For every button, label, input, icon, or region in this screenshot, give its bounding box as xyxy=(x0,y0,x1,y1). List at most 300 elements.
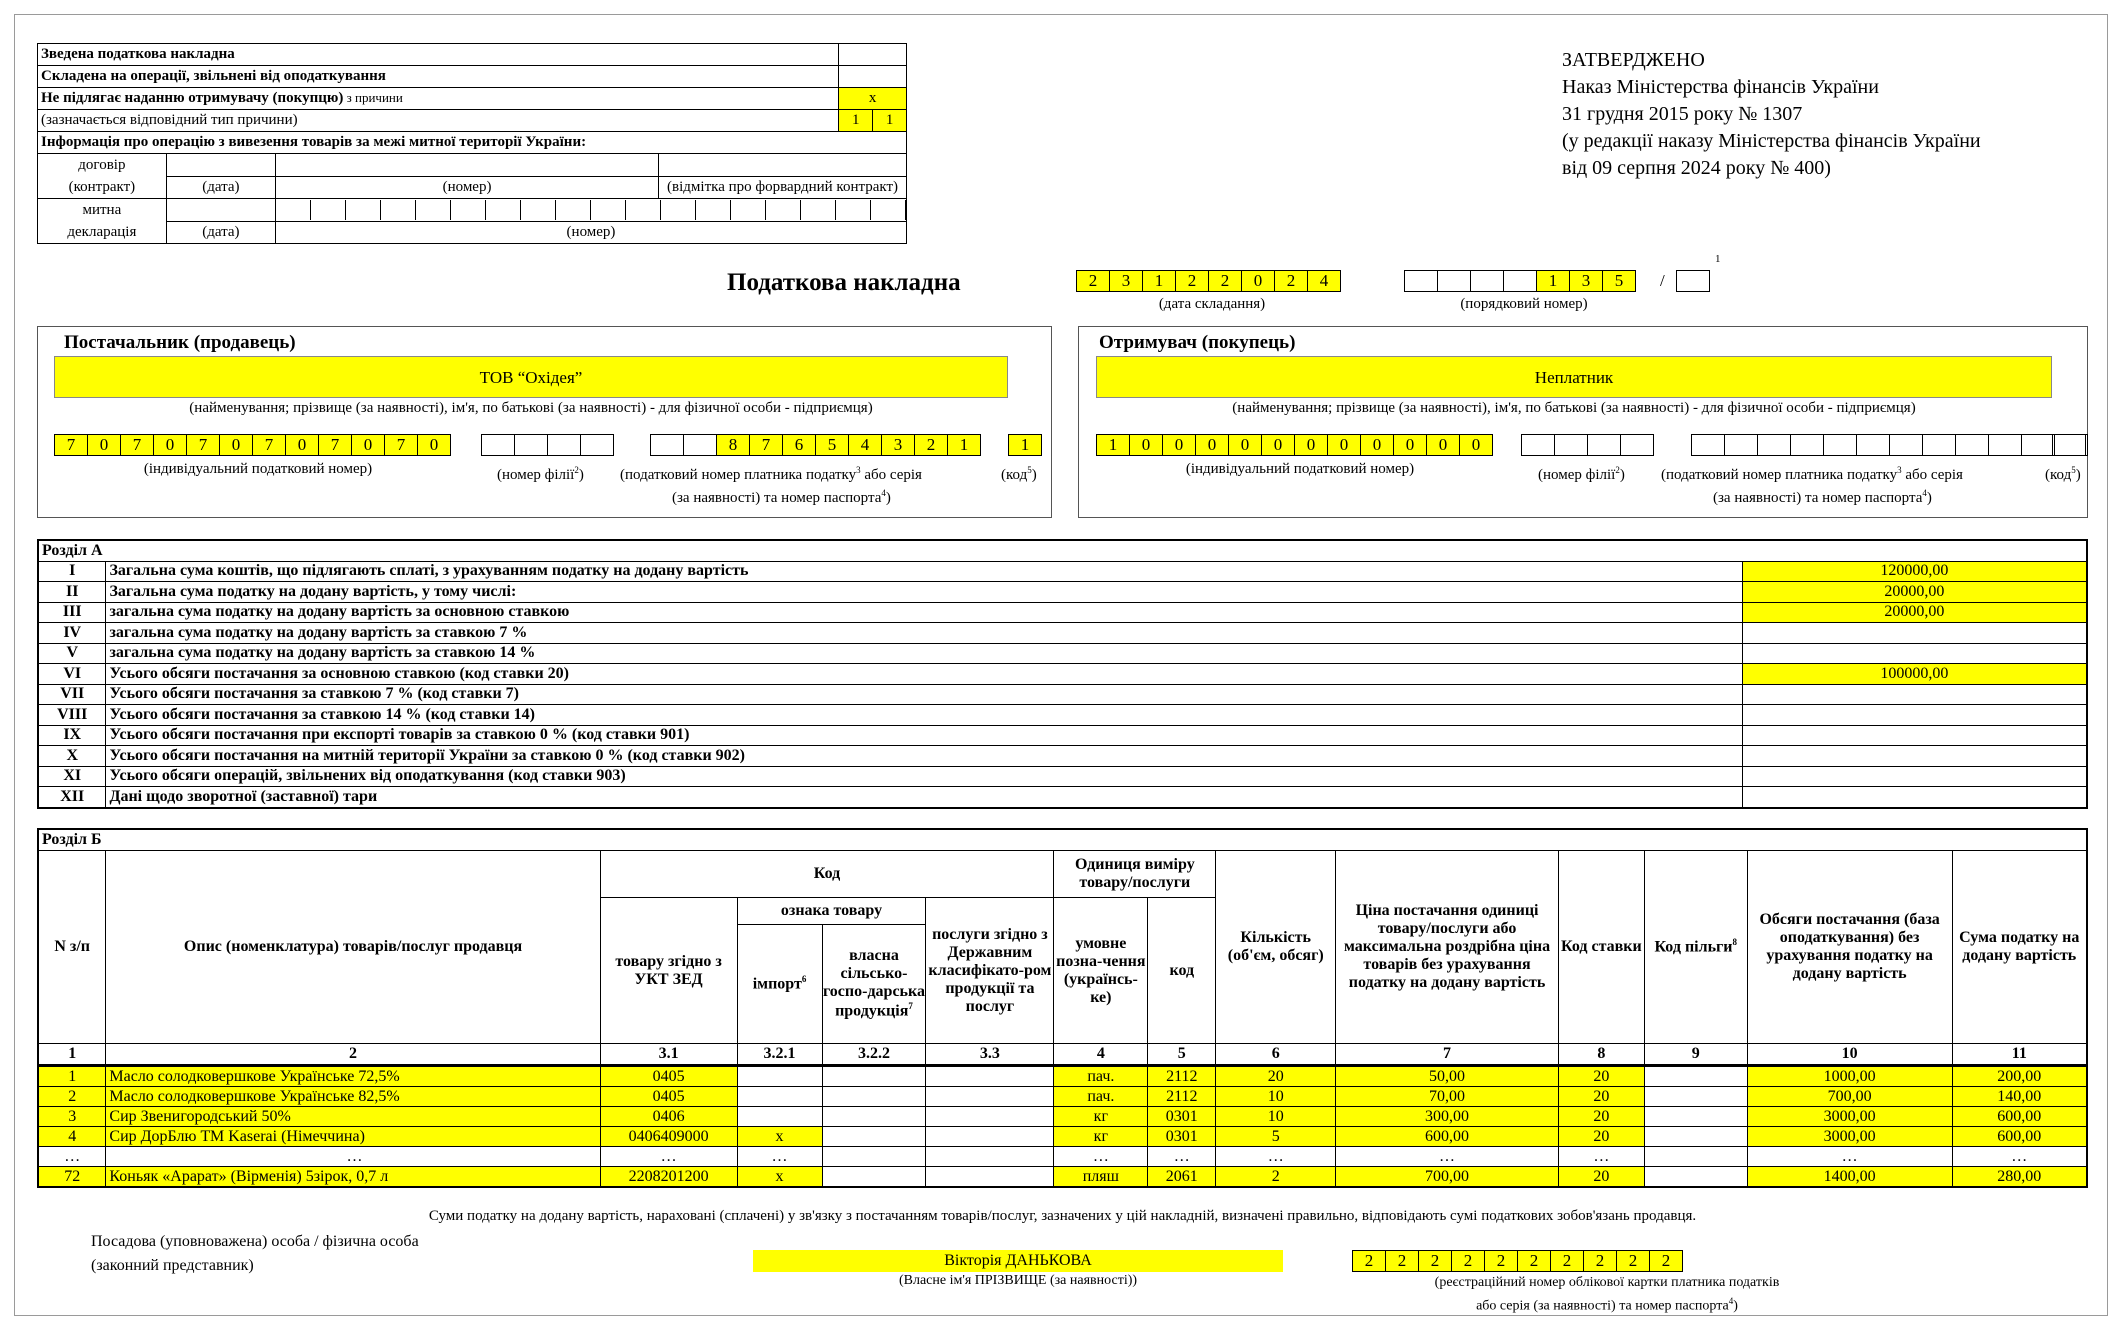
seller-box xyxy=(37,326,1052,518)
row-base[interactable]: 3000,00 xyxy=(1747,1107,1952,1127)
column-number: 6 xyxy=(1216,1044,1336,1066)
row-vat[interactable]: … xyxy=(1952,1147,2087,1167)
regCells-cell[interactable]: 2 xyxy=(1352,1250,1386,1272)
sellerTax-cell[interactable]: 2 xyxy=(914,434,948,456)
section-a-row-label: Усього обсяги операцій, звільнених від оподаткування (код ставки 903) xyxy=(106,766,1742,787)
section-a-row xyxy=(38,664,2087,685)
row-base[interactable]: … xyxy=(1747,1147,1952,1167)
column-number: 4 xyxy=(1054,1044,1148,1066)
buyer-branch-cells[interactable] xyxy=(1521,434,1654,456)
seqCells-cell[interactable]: 5 xyxy=(1602,270,1636,292)
row-benefit[interactable] xyxy=(1644,1147,1747,1167)
row-unit[interactable]: кг xyxy=(1054,1127,1148,1147)
buyerTax-cell[interactable] xyxy=(1988,434,2022,456)
row-import[interactable] xyxy=(737,1087,822,1107)
section-a-row-number: XII xyxy=(38,787,106,808)
buyerIpn-cell[interactable]: 0 xyxy=(1327,434,1361,456)
document-title: Податкова накладна xyxy=(727,269,961,296)
row-number[interactable]: 72 xyxy=(38,1167,106,1188)
row-ukt[interactable]: 0406 xyxy=(600,1107,737,1127)
buyerTax-cell[interactable] xyxy=(1757,434,1791,456)
sellerTax-cell[interactable]: 5 xyxy=(815,434,849,456)
goods-row xyxy=(38,1066,2087,1087)
section-a-row-value[interactable] xyxy=(1742,684,2087,705)
row-price[interactable]: 300,00 xyxy=(1336,1107,1559,1127)
section-a-row-value[interactable]: 20000,00 xyxy=(1742,602,2087,623)
row-rate[interactable]: 20 xyxy=(1558,1167,1644,1188)
row-quantity[interactable]: 10 xyxy=(1216,1107,1336,1127)
date-caption: (дата складання) xyxy=(1158,296,1266,312)
row-services[interactable] xyxy=(926,1147,1054,1167)
registration-number-cells[interactable] xyxy=(1352,1250,1683,1272)
row-description[interactable]: Сир ДорБлю ТМ Kaserai (Німеччина) xyxy=(106,1127,600,1147)
sequence-number-cells[interactable] xyxy=(1404,270,1636,292)
regCells-cell[interactable]: 2 xyxy=(1583,1250,1617,1272)
section-a-row-label: Усього обсяги постачання на митній території України за ставкою 0 % (код ставки 902) xyxy=(106,746,1742,767)
header-agri: власна сільсько-госпо-дарська продукція$^7$ xyxy=(822,925,926,1044)
row-rate[interactable]: 20 xyxy=(1558,1107,1644,1127)
row-services[interactable] xyxy=(926,1127,1054,1147)
row-vat[interactable]: 280,00 xyxy=(1952,1167,2087,1188)
row-unit-code[interactable]: 2112 xyxy=(1148,1087,1216,1107)
regCells-cell[interactable]: 2 xyxy=(1616,1250,1650,1272)
buyer-code-cells[interactable] xyxy=(2052,434,2086,456)
export-info-label: Інформація про операцію з вивезення товарів за межі митної території України: xyxy=(38,132,907,154)
row-benefit[interactable] xyxy=(1644,1167,1747,1188)
sellerBranch-cell[interactable] xyxy=(514,434,548,456)
section-a-row-value[interactable] xyxy=(1742,746,2087,767)
goods-row xyxy=(38,1107,2087,1127)
seqCells-cell[interactable]: 1 xyxy=(1536,270,1570,292)
regCells-cell[interactable]: 2 xyxy=(1550,1250,1584,1272)
row-price[interactable]: … xyxy=(1336,1147,1559,1167)
seqCells-cell[interactable] xyxy=(1470,270,1504,292)
row-unit-code[interactable]: 2061 xyxy=(1148,1167,1216,1188)
row-number[interactable]: 1 xyxy=(38,1066,106,1087)
section-a-row-value[interactable]: 120000,00 xyxy=(1742,561,2087,582)
sellerIpn-cell[interactable]: 0 xyxy=(219,434,253,456)
sellerTax-cell[interactable]: 4 xyxy=(848,434,882,456)
row-services[interactable] xyxy=(926,1107,1054,1127)
buyerCode-cell[interactable] xyxy=(2052,434,2086,456)
row-benefit[interactable] xyxy=(1644,1107,1747,1127)
sellerIpn-cell[interactable]: 7 xyxy=(318,434,352,456)
contract-label-2: (контракт) xyxy=(68,179,136,195)
section-a-row-label: загальна сума податку на додану вартість за ставкою 7 % xyxy=(106,623,1742,644)
seqCells-cell[interactable]: 3 xyxy=(1569,270,1603,292)
header-ukt: товару згідно з УКТ ЗЕД xyxy=(600,898,737,1044)
official-label xyxy=(91,1230,419,1278)
row-number[interactable]: 3 xyxy=(38,1107,106,1127)
section-b-title: Розділ Б xyxy=(38,829,2087,851)
section-a-row-label: Усього обсяги постачання при експорті товарів за ставкою 0 % (код ставки 901) xyxy=(106,725,1742,746)
row-ukt[interactable]: 0406409000 xyxy=(600,1127,737,1147)
buyerTax-cell[interactable] xyxy=(1691,434,1725,456)
dateCells-cell[interactable]: 0 xyxy=(1241,270,1275,292)
buyerIpn-cell[interactable]: 0 xyxy=(1393,434,1427,456)
buyerBranch-cell[interactable] xyxy=(1554,434,1588,456)
header-sign: ознака товару xyxy=(737,898,926,925)
row-import[interactable]: … xyxy=(737,1147,822,1167)
buyerIpn-cell[interactable]: 0 xyxy=(1261,434,1295,456)
row-unit[interactable]: пач. xyxy=(1054,1066,1148,1087)
row-base[interactable]: 1400,00 xyxy=(1747,1167,1952,1188)
sellerTax-cell[interactable] xyxy=(650,434,684,456)
dateCells-cell[interactable]: 2 xyxy=(1274,270,1308,292)
row-unit-code[interactable]: 0301 xyxy=(1148,1107,1216,1127)
row-quantity[interactable]: 5 xyxy=(1216,1127,1336,1147)
section-a-row xyxy=(38,725,2087,746)
row-description[interactable]: Сир Звенигородський 50% xyxy=(106,1107,600,1127)
row-unit[interactable]: пач. xyxy=(1054,1087,1148,1107)
sellerIpn-cell[interactable]: 0 xyxy=(285,434,319,456)
row-services[interactable] xyxy=(926,1066,1054,1087)
buyer-box xyxy=(1078,326,2088,518)
section-a-row-number: X xyxy=(38,746,106,767)
row-quantity[interactable]: … xyxy=(1216,1147,1336,1167)
row-number[interactable]: 4 xyxy=(38,1127,106,1147)
section-a-row-label: Усього обсяги постачання за ставкою 14 % (код ставки 14) xyxy=(106,705,1742,726)
row-services[interactable] xyxy=(926,1167,1054,1188)
not-provided-label: Не підлягає наданню отримувачу (покупцю) xyxy=(41,90,344,106)
section-a-row-number: IV xyxy=(38,623,106,644)
regCells-cell[interactable]: 2 xyxy=(1385,1250,1419,1272)
sequence-caption: (порядковий номер) xyxy=(1460,296,1588,312)
buyerBranch-cell[interactable] xyxy=(1620,434,1654,456)
approval-line-1: ЗАТВЕРДЖЕНО xyxy=(1562,49,1705,71)
buyerTax-cell[interactable] xyxy=(1724,434,1758,456)
buyer-taxno-caption: (податковий номер платника податку$^3$ або серія xyxy=(1661,465,1963,483)
buyerIpn-cell[interactable]: 0 xyxy=(1129,434,1163,456)
forwarder-mark-field[interactable] xyxy=(659,154,907,177)
header-unit: Одиниця виміру товару/послуги xyxy=(1054,851,1216,898)
row-base[interactable]: 3000,00 xyxy=(1747,1127,1952,1147)
section-a-table xyxy=(37,539,2088,809)
section-a-row xyxy=(38,602,2087,623)
section-a-row-label: Усього обсяги постачання за ставкою 7 % (код ставки 7) xyxy=(106,684,1742,705)
sellerBranch-cell[interactable] xyxy=(481,434,515,456)
signer-caption: (Власне ім'я ПРІЗВИЩЕ (за наявності)) xyxy=(898,1273,1138,1288)
row-price[interactable]: 600,00 xyxy=(1336,1127,1559,1147)
approval-line-3: 31 грудня 2015 року № 1307 xyxy=(1562,103,1803,125)
section-a-title: Розділ А xyxy=(38,540,2087,561)
row-rate[interactable]: 20 xyxy=(1558,1127,1644,1147)
row-vat[interactable]: 600,00 xyxy=(1952,1127,2087,1147)
customs-label-1: митна xyxy=(82,202,122,218)
seqCells-cell[interactable] xyxy=(1404,270,1438,292)
dateCells-cell[interactable]: 3 xyxy=(1109,270,1143,292)
header-vat: Сума податку на додану вартість xyxy=(1952,851,2087,1044)
sellerTax-cell[interactable]: 3 xyxy=(881,434,915,456)
section-a-row-value[interactable]: 100000,00 xyxy=(1742,664,2087,685)
column-number: 5 xyxy=(1148,1044,1216,1066)
row-unit-code[interactable]: … xyxy=(1148,1147,1216,1167)
row-quantity[interactable]: 20 xyxy=(1216,1066,1336,1087)
not-provided-mark[interactable]: x xyxy=(839,88,907,110)
approval-line-4: (у редакції наказу Міністерства фінансів України xyxy=(1562,130,1981,152)
row-unit-code[interactable]: 0301 xyxy=(1148,1127,1216,1147)
header-code: Код xyxy=(600,851,1054,898)
buyerIpn-cell[interactable]: 0 xyxy=(1294,434,1328,456)
row-import[interactable] xyxy=(737,1107,822,1127)
row-unit[interactable]: пляш xyxy=(1054,1167,1148,1188)
buyer-branch-caption: (номер філії$^2$) xyxy=(1538,465,1625,483)
section-a-row xyxy=(38,623,2087,644)
dateCells-cell[interactable]: 1 xyxy=(1142,270,1176,292)
buyerIpn-cell[interactable]: 0 xyxy=(1228,434,1262,456)
buyerTax-cell[interactable] xyxy=(2021,434,2055,456)
contract-date-caption: (дата) xyxy=(166,176,275,199)
contract-number-field[interactable] xyxy=(275,154,658,177)
row-benefit[interactable] xyxy=(1644,1066,1747,1087)
seller-name-field[interactable]: ТОВ “Охідея” xyxy=(54,356,1008,398)
header-base: Обсяги постачання (база оподаткування) без урахування податку на додану вартість xyxy=(1747,851,1952,1044)
sequence-footnote: 1 xyxy=(1715,253,1721,265)
seller-branch-cells[interactable] xyxy=(481,434,614,456)
reason-digit-1[interactable]: 1 xyxy=(839,110,873,132)
dateCells-cell[interactable]: 2 xyxy=(1076,270,1110,292)
section-a-row-value[interactable] xyxy=(1742,725,2087,746)
reason-digit-2[interactable]: 1 xyxy=(873,110,907,132)
sellerIpn-cell[interactable]: 0 xyxy=(417,434,451,456)
row-benefit[interactable] xyxy=(1644,1087,1747,1107)
buyerIpn-cell[interactable]: 0 xyxy=(1459,434,1493,456)
column-number: 3.3 xyxy=(926,1044,1054,1066)
sellerIpn-cell[interactable]: 7 xyxy=(54,434,88,456)
seller-passport-caption: (за наявності) та номер паспорта$^4$) xyxy=(672,488,891,506)
row-price[interactable]: 70,00 xyxy=(1336,1087,1559,1107)
row-services[interactable] xyxy=(926,1087,1054,1107)
section-a-row-value[interactable]: 20000,00 xyxy=(1742,582,2087,603)
buyer-heading: Отримувач (покупець) xyxy=(1099,332,1296,353)
sellerBranch-cell[interactable] xyxy=(547,434,581,456)
section-a-row-number: VIII xyxy=(38,705,106,726)
section-a-row-number: XI xyxy=(38,766,106,787)
row-unit-code[interactable]: 2112 xyxy=(1148,1066,1216,1087)
section-a-row-value[interactable] xyxy=(1742,623,2087,644)
row-agri[interactable] xyxy=(822,1147,926,1167)
section-a-row-label: Усього обсяги постачання за основною ставкою (код ставки 20) xyxy=(106,664,1742,685)
footer-statement: Суми податку на додану вартість, нараховані (сплачені) у зв'язку з постачанням товарів/послуг, зазначених у цій накладній, визначені правильно, відповідають сумі податкових зобов'язань продавця. xyxy=(428,1208,1697,1224)
row-rate[interactable]: … xyxy=(1558,1147,1644,1167)
section-a-row xyxy=(38,684,2087,705)
header-unit-name: умовне позна-чення (українсь-ке) xyxy=(1054,898,1148,1044)
row-vat[interactable]: 600,00 xyxy=(1952,1107,2087,1127)
sellerIpn-cell[interactable]: 0 xyxy=(87,434,121,456)
section-a-row-label: Дані щодо зворотної (заставної) тари xyxy=(106,787,1742,808)
row-base[interactable]: 1000,00 xyxy=(1747,1066,1952,1087)
section-a-row xyxy=(38,766,2087,787)
seller-code-caption: (код$^5$) xyxy=(1001,465,1037,483)
header-services: послуги згідно з Державним класифікато-ром продукції та послуг xyxy=(926,898,1054,1044)
row-number[interactable]: 2 xyxy=(38,1087,106,1107)
regCells-cell[interactable]: 2 xyxy=(1451,1250,1485,1272)
official-label-2: (законний представник) xyxy=(91,1257,254,1274)
contract-date-field[interactable] xyxy=(166,154,275,177)
date-cells[interactable] xyxy=(1076,270,1341,292)
header-rate: Код ставки xyxy=(1558,851,1644,1044)
section-a-row-value[interactable] xyxy=(1742,766,2087,787)
row-vat[interactable]: 140,00 xyxy=(1952,1087,2087,1107)
row-price[interactable]: 50,00 xyxy=(1336,1066,1559,1087)
section-a-row xyxy=(38,643,2087,664)
buyerTax-cell[interactable] xyxy=(1790,434,1824,456)
buyerTax-cell[interactable] xyxy=(1856,434,1890,456)
section-a-row-value[interactable] xyxy=(1742,643,2087,664)
row-rate[interactable]: 20 xyxy=(1558,1087,1644,1107)
row-agri[interactable] xyxy=(822,1127,926,1147)
column-number: 7 xyxy=(1336,1044,1559,1066)
seller-taxno-cells[interactable] xyxy=(650,434,981,456)
sellerIpn-cell[interactable]: 0 xyxy=(351,434,385,456)
row-description[interactable]: … xyxy=(106,1147,600,1167)
exempt-operations-label: Складена на операції, звільнені від оподаткування xyxy=(38,66,839,88)
seqCells-cell[interactable] xyxy=(1437,270,1471,292)
column-number: 11 xyxy=(1952,1044,2087,1066)
regCells-cell[interactable]: 2 xyxy=(1517,1250,1551,1272)
row-import[interactable]: x xyxy=(737,1127,822,1147)
row-import[interactable]: x xyxy=(737,1167,822,1188)
buyerTax-cell[interactable] xyxy=(1922,434,1956,456)
section-a-row-label: Загальна сума податку на додану вартість, у тому числі: xyxy=(106,582,1742,603)
exempt-operations-mark[interactable] xyxy=(839,66,907,88)
buyerIpn-cell[interactable]: 0 xyxy=(1360,434,1394,456)
section-a-row-label: загальна сума податку на додану вартість за основною ставкою xyxy=(106,602,1742,623)
goods-row xyxy=(38,1147,2087,1167)
row-description[interactable]: Коньяк «Арарат» (Вірменія) 5зірок, 0,7 л xyxy=(106,1167,600,1188)
customs-label-2: декларація xyxy=(67,224,137,240)
consolidated-invoice-mark[interactable] xyxy=(839,44,907,66)
row-price[interactable]: 700,00 xyxy=(1336,1167,1559,1188)
header-price: Ціна постачання одиниці товару/послуги або максимальна роздрібна ціна товарів без урахування податку на додану вартість xyxy=(1336,851,1559,1044)
sellerTax-cell[interactable] xyxy=(683,434,717,456)
section-a-row-number: IX xyxy=(38,725,106,746)
dateCells-cell[interactable]: 4 xyxy=(1307,270,1341,292)
reason-suffix: з причини xyxy=(343,90,403,105)
row-base[interactable]: 700,00 xyxy=(1747,1087,1952,1107)
seqCells-cell[interactable] xyxy=(1503,270,1537,292)
customs-date-field[interactable] xyxy=(166,199,275,222)
row-number[interactable]: … xyxy=(38,1147,106,1167)
section-a-row-label: загальна сума податку на додану вартість за ставкою 14 % xyxy=(106,643,1742,664)
row-agri[interactable] xyxy=(822,1107,926,1127)
dateCells-cell[interactable]: 2 xyxy=(1208,270,1242,292)
section-a-row-label: Загальна сума коштів, що підлягають сплаті, з урахуванням податку на додану вартість xyxy=(106,561,1742,582)
column-number: 3.2.1 xyxy=(737,1044,822,1066)
row-ukt[interactable]: 0405 xyxy=(600,1066,737,1087)
buyerTax-cell[interactable] xyxy=(1955,434,1989,456)
row-quantity[interactable]: 10 xyxy=(1216,1087,1336,1107)
row-agri[interactable] xyxy=(822,1066,926,1087)
column-number: 8 xyxy=(1558,1044,1644,1066)
buyer-name-field[interactable]: Неплатник xyxy=(1096,356,2052,398)
regCells-cell[interactable]: 2 xyxy=(1484,1250,1518,1272)
buyerIpn-cell[interactable]: 1 xyxy=(1096,434,1130,456)
regCells-cell[interactable]: 2 xyxy=(1418,1250,1452,1272)
row-agri[interactable] xyxy=(822,1167,926,1188)
sellerTax-cell[interactable]: 7 xyxy=(749,434,783,456)
section-a-row xyxy=(38,787,2087,808)
regCells-cell[interactable]: 2 xyxy=(1649,1250,1683,1272)
section-a-row-value[interactable] xyxy=(1742,787,2087,808)
row-benefit[interactable] xyxy=(1644,1127,1747,1147)
sellerTax-cell[interactable]: 6 xyxy=(782,434,816,456)
buyer-taxno-cells[interactable] xyxy=(1691,434,2088,456)
sellerIpn-cell[interactable]: 7 xyxy=(186,434,220,456)
row-description[interactable]: Масло солодковершкове Українське 82,5% xyxy=(106,1087,600,1107)
buyerIpn-cell[interactable]: 0 xyxy=(1162,434,1196,456)
sellerIpn-cell[interactable]: 7 xyxy=(252,434,286,456)
sellerCode-cell[interactable]: 1 xyxy=(1008,434,1042,456)
operation-info-table xyxy=(37,43,907,244)
sellerIpn-cell[interactable]: 0 xyxy=(153,434,187,456)
reason-type-caption: (зазначається відповідний тип причини) xyxy=(38,110,839,132)
registration-caption-1: (реєстраційний номер облікової картки платника податків xyxy=(1434,1275,1780,1290)
header-n: N з/п xyxy=(38,851,106,1044)
seller-name-caption: (найменування; прізвище (за наявності), ім'я, по батькові (за наявності) - для фізичної особи - підприємця) xyxy=(189,400,873,416)
sellerIpn-cell[interactable]: 7 xyxy=(384,434,418,456)
row-quantity[interactable]: 2 xyxy=(1216,1167,1336,1188)
header-unit-code: код xyxy=(1148,898,1216,1044)
dateCells-cell[interactable]: 2 xyxy=(1175,270,1209,292)
sellerTax-cell[interactable]: 1 xyxy=(947,434,981,456)
buyerBranch-cell[interactable] xyxy=(1521,434,1555,456)
seller-taxno-caption: (податковий номер платника податку$^3$ або серія xyxy=(620,465,922,483)
row-vat[interactable]: 200,00 xyxy=(1952,1066,2087,1087)
row-unit[interactable]: … xyxy=(1054,1147,1148,1167)
sellerIpn-cell[interactable]: 7 xyxy=(120,434,154,456)
row-import[interactable] xyxy=(737,1066,822,1087)
seller-code-cells[interactable] xyxy=(1008,434,1042,456)
signer-name-field[interactable]: Вікторія ДАНЬКОВА xyxy=(753,1250,1283,1272)
sequence-slash: / xyxy=(1660,271,1665,290)
column-number: 2 xyxy=(106,1044,600,1066)
goods-row xyxy=(38,1087,2087,1107)
row-ukt[interactable]: … xyxy=(600,1147,737,1167)
customs-number-cells[interactable] xyxy=(276,200,906,220)
section-a-row-value[interactable] xyxy=(1742,705,2087,726)
row-ukt[interactable]: 0405 xyxy=(600,1087,737,1107)
section-a-row-number: VII xyxy=(38,684,106,705)
buyerTax-cell[interactable] xyxy=(1823,434,1857,456)
header-benefit: Код пільги$^8$ xyxy=(1644,851,1747,1044)
buyerBranch-cell[interactable] xyxy=(1587,434,1621,456)
row-rate[interactable]: 20 xyxy=(1558,1066,1644,1087)
sellerBranch-cell[interactable] xyxy=(580,434,614,456)
buyer-code-caption: (код$^5$) xyxy=(2045,465,2081,483)
buyerTax-cell[interactable] xyxy=(1889,434,1923,456)
approval-line-2: Наказ Міністерства фінансів України xyxy=(1562,76,1879,98)
row-description[interactable]: Масло солодковершкове Українське 72,5% xyxy=(106,1066,600,1087)
registration-caption xyxy=(1352,1273,1862,1316)
column-number: 3.2.2 xyxy=(822,1044,926,1066)
sellerTax-cell[interactable]: 8 xyxy=(716,434,750,456)
buyerIpn-cell[interactable]: 0 xyxy=(1426,434,1460,456)
section-a-row-number: I xyxy=(38,561,106,582)
row-agri[interactable] xyxy=(822,1087,926,1107)
seller-ipn-cells[interactable] xyxy=(54,434,451,456)
row-ukt[interactable]: 2208201200 xyxy=(600,1167,737,1188)
buyer-ipn-cells[interactable] xyxy=(1096,434,1493,456)
approval-block xyxy=(1562,47,1981,182)
header-import: імпорт$^6$ xyxy=(737,925,822,1044)
sequence-suffix-cell[interactable] xyxy=(1676,270,1710,292)
row-unit[interactable]: кг xyxy=(1054,1107,1148,1127)
buyerIpn-cell[interactable]: 0 xyxy=(1195,434,1229,456)
column-number: 3.1 xyxy=(600,1044,737,1066)
goods-row xyxy=(38,1167,2087,1188)
registration-caption-2: або серія (за наявності) та номер паспорта$^4$) xyxy=(1476,1296,1738,1314)
